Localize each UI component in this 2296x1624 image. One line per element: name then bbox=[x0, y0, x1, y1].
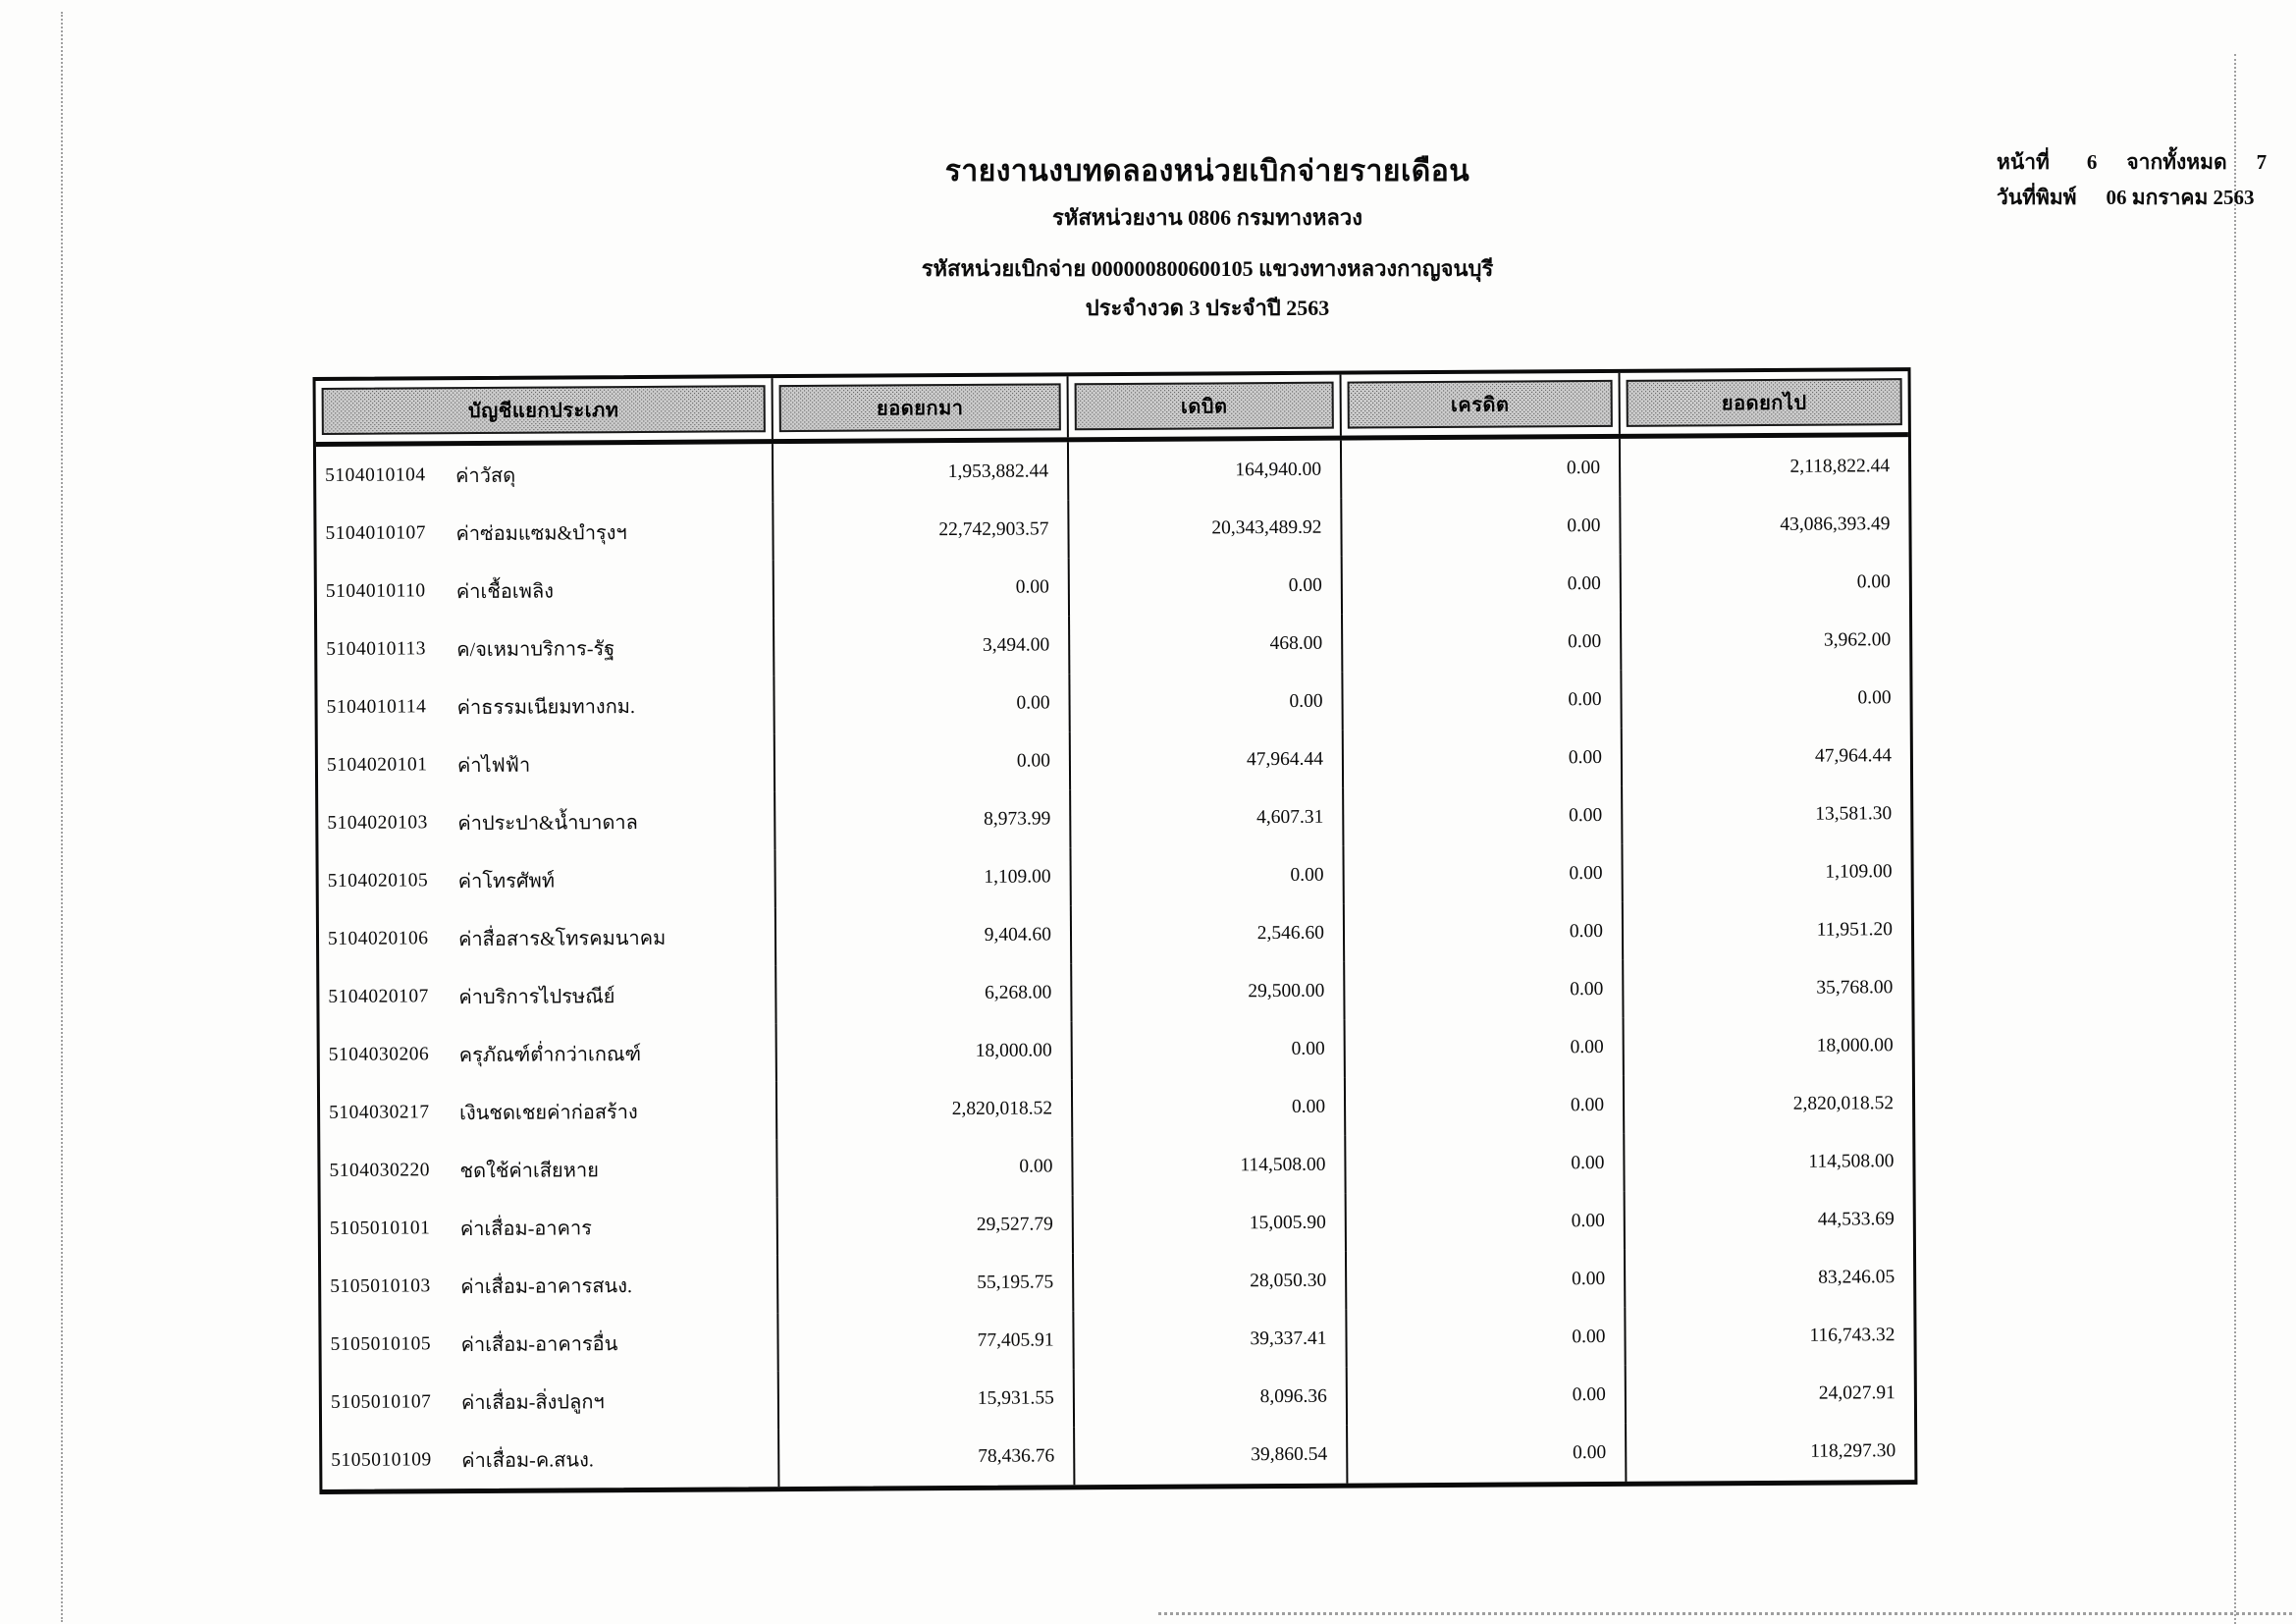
credit-amount: 0.00 bbox=[1343, 671, 1622, 731]
account-code: 5105010101 bbox=[329, 1217, 431, 1239]
credit-amount: 0.00 bbox=[1347, 1308, 1626, 1368]
account-code: 5104020101 bbox=[326, 753, 428, 776]
credit-amount: 0.00 bbox=[1346, 1134, 1625, 1194]
account-cell bbox=[316, 444, 774, 505]
table-row bbox=[317, 553, 1909, 621]
account-code: 5104020106 bbox=[327, 927, 429, 949]
table-row bbox=[321, 1306, 1913, 1374]
bring-forward-amount: 1,109.00 bbox=[775, 847, 1071, 907]
page-label: หน้าที่ bbox=[1997, 150, 2050, 174]
ledger-table bbox=[313, 367, 1918, 1494]
account-cell bbox=[316, 502, 774, 563]
carry-forward-amount: 18,000.00 bbox=[1816, 1034, 1894, 1056]
account-name: ค่าไฟฟ้า bbox=[456, 754, 531, 777]
disbursement-unit-line: รหัสหน่วยเบิกจ่าย 000000800600105 แขวงทางหลวงกาญจนบุรี bbox=[921, 256, 1494, 281]
account-code: 5104010113 bbox=[326, 637, 427, 660]
carry-forward-amount: 2,820,018.52 bbox=[1792, 1092, 1895, 1114]
account-code: 5104010104 bbox=[325, 463, 426, 486]
carry-forward-amount: 3,962.00 bbox=[1823, 628, 1892, 651]
page-number-row bbox=[1997, 147, 2291, 177]
account-cell bbox=[317, 560, 774, 621]
debit-amount: 15,005.90 bbox=[1074, 1194, 1347, 1254]
account-code: 5104020107 bbox=[328, 985, 429, 1007]
account-name: ค่าเชื้อเพลิง bbox=[455, 580, 555, 603]
debit-amount: 39,860.54 bbox=[1075, 1426, 1348, 1486]
account-code: 5104030217 bbox=[329, 1101, 430, 1123]
account-code: 5105010105 bbox=[330, 1332, 432, 1355]
header-cell-bring-forward bbox=[774, 376, 1069, 439]
header-account-label: บัญชีแยกประเภท bbox=[322, 385, 766, 435]
carry-forward-amount: 116,743.32 bbox=[1809, 1324, 1896, 1346]
debit-amount: 0.00 bbox=[1073, 1078, 1346, 1138]
carry-forward-amount: 1,109.00 bbox=[1825, 860, 1893, 883]
account-name: ค/จเหมาบริการ-รัฐ bbox=[456, 637, 615, 661]
debit-amount: 20,343,489.92 bbox=[1069, 499, 1342, 559]
debit-amount: 0.00 bbox=[1073, 1020, 1346, 1080]
credit-amount: 0.00 bbox=[1345, 902, 1624, 962]
bring-forward-amount: 15,931.55 bbox=[779, 1369, 1075, 1429]
carry-forward-amount: 43,086,393.49 bbox=[1780, 513, 1891, 535]
bring-forward-amount: 2,820,018.52 bbox=[777, 1079, 1073, 1139]
account-code: 5104010110 bbox=[325, 579, 426, 602]
credit-amount: 0.00 bbox=[1347, 1250, 1626, 1310]
bring-forward-amount: 78,436.76 bbox=[779, 1427, 1075, 1487]
account-name: ค่าสื่อสาร&โทรคมนาคม bbox=[457, 927, 667, 950]
header-cell-credit bbox=[1342, 373, 1621, 436]
account-cell bbox=[321, 1255, 778, 1316]
account-cell bbox=[317, 618, 774, 678]
debit-amount: 0.00 bbox=[1070, 557, 1343, 617]
table-row bbox=[316, 437, 1908, 505]
header-debit-label: เดบิต bbox=[1075, 382, 1334, 431]
header-cell-account bbox=[316, 378, 774, 442]
account-name: ค่าเสื่อม-อาคารอื่น bbox=[460, 1332, 618, 1356]
bring-forward-amount: 3,494.00 bbox=[774, 616, 1070, 676]
debit-amount: 29,500.00 bbox=[1072, 962, 1345, 1022]
bring-forward-amount: 6,268.00 bbox=[776, 963, 1072, 1023]
carry-forward-amount: 118,297.30 bbox=[1810, 1439, 1896, 1462]
report-title: รายงานงบทดลองหน่วยเบิกจ่ายรายเดือน bbox=[944, 155, 1470, 188]
account-cell bbox=[322, 1429, 779, 1489]
table-row bbox=[320, 1016, 1912, 1084]
account-name: ค่าเสื่อม-สิ่งปลูกฯ bbox=[460, 1390, 605, 1414]
carry-forward-amount: 114,508.00 bbox=[1808, 1150, 1895, 1172]
debit-amount: 0.00 bbox=[1071, 846, 1344, 906]
carry-forward-amount: 35,768.00 bbox=[1816, 976, 1894, 999]
credit-amount: 0.00 bbox=[1346, 1018, 1625, 1078]
account-name: ค่าบริการไปรษณีย์ bbox=[458, 985, 615, 1008]
page-meta bbox=[1997, 147, 2291, 218]
account-cell bbox=[319, 965, 776, 1026]
account-code: 5105010109 bbox=[331, 1448, 432, 1471]
account-cell bbox=[318, 733, 775, 794]
carry-forward-amount: 47,964.44 bbox=[1814, 744, 1892, 767]
bring-forward-amount: 77,405.91 bbox=[778, 1311, 1074, 1371]
account-cell bbox=[317, 676, 774, 736]
account-name: ค่าประปา&น้ำบาดาล bbox=[457, 811, 638, 835]
table-row bbox=[317, 611, 1909, 678]
bring-forward-amount: 0.00 bbox=[774, 558, 1070, 618]
carry-forward-amount: 11,951.20 bbox=[1816, 918, 1894, 941]
carry-forward-amount: 0.00 bbox=[1857, 686, 1892, 708]
carry-forward-amount: 83,246.05 bbox=[1818, 1266, 1896, 1288]
debit-amount: 8,096.36 bbox=[1075, 1368, 1348, 1428]
table-row bbox=[321, 1248, 1913, 1316]
table-row bbox=[319, 958, 1911, 1026]
account-cell bbox=[318, 791, 775, 852]
period-line: ประจำงวด 3 ประจำปี 2563 bbox=[1085, 296, 1330, 320]
account-code: 5105010107 bbox=[330, 1390, 432, 1413]
print-date-row bbox=[1997, 183, 2291, 212]
debit-amount: 468.00 bbox=[1070, 615, 1343, 675]
account-code: 5104020103 bbox=[327, 811, 428, 834]
account-name: ค่าเสื่อม-อาคารสนง. bbox=[460, 1274, 633, 1298]
account-code: 5104030220 bbox=[329, 1159, 431, 1181]
header-bring-forward-label: ยอดยกมา bbox=[779, 383, 1061, 432]
debit-amount: 2,546.60 bbox=[1072, 904, 1345, 964]
debit-amount: 4,607.31 bbox=[1071, 788, 1344, 848]
table-row bbox=[321, 1190, 1913, 1258]
account-name: ครุภัณฑ์ต่ำกว่าเกณฑ์ bbox=[458, 1043, 642, 1066]
credit-amount: 0.00 bbox=[1348, 1366, 1627, 1426]
page-number: 6 bbox=[2086, 150, 2098, 174]
account-cell bbox=[320, 1023, 777, 1084]
account-cell bbox=[318, 849, 775, 910]
bring-forward-amount: 18,000.00 bbox=[777, 1021, 1073, 1081]
carry-forward-amount: 0.00 bbox=[1856, 570, 1891, 592]
account-code: 5104020105 bbox=[327, 869, 429, 892]
table-row bbox=[317, 669, 1909, 736]
account-name: ค่าธรรมเนียมทางกม. bbox=[456, 695, 636, 719]
debit-amount: 114,508.00 bbox=[1073, 1136, 1346, 1196]
account-cell bbox=[320, 1081, 777, 1142]
credit-amount: 0.00 bbox=[1345, 960, 1624, 1020]
bring-forward-amount: 0.00 bbox=[774, 674, 1070, 733]
header-credit-label: เครดิต bbox=[1348, 380, 1613, 429]
account-code: 5104010107 bbox=[325, 521, 427, 544]
header-cell-debit bbox=[1069, 375, 1342, 438]
account-name: ค่าเสื่อม-ค.สนง. bbox=[461, 1448, 594, 1472]
account-name: ค่าวัสดุ bbox=[455, 464, 516, 487]
debit-amount: 47,964.44 bbox=[1071, 731, 1344, 790]
credit-amount: 0.00 bbox=[1343, 613, 1622, 673]
credit-amount: 0.00 bbox=[1342, 497, 1621, 557]
account-name: ค่าโทรศัพท์ bbox=[457, 870, 556, 893]
debit-amount: 164,940.00 bbox=[1069, 441, 1342, 501]
bring-forward-amount: 55,195.75 bbox=[778, 1253, 1074, 1313]
ledger-table-header bbox=[316, 371, 1908, 447]
account-cell bbox=[320, 1139, 777, 1200]
agency-code-line: รหัสหน่วยงาน 0806 กรมทางหลวง bbox=[1052, 205, 1362, 230]
bring-forward-amount: 1,953,882.44 bbox=[774, 442, 1069, 502]
table-row bbox=[318, 842, 1910, 910]
debit-amount: 28,050.30 bbox=[1074, 1252, 1347, 1312]
print-date-label: วันที่พิมพ์ bbox=[1997, 186, 2077, 209]
table-row bbox=[320, 1132, 1912, 1200]
account-name: เงินชดเชยค่าก่อสร้าง bbox=[459, 1101, 638, 1124]
credit-amount: 0.00 bbox=[1344, 786, 1623, 846]
credit-amount: 0.00 bbox=[1348, 1424, 1627, 1484]
credit-amount: 0.00 bbox=[1347, 1192, 1626, 1252]
credit-amount: 0.00 bbox=[1344, 844, 1623, 904]
account-name: ค่าซ่อมแซม&บำรุงฯ bbox=[455, 521, 627, 545]
carry-forward-amount: 13,581.30 bbox=[1815, 802, 1893, 825]
bring-forward-amount: 29,527.79 bbox=[778, 1195, 1074, 1255]
print-date: 06 มกราคม 2563 bbox=[2106, 186, 2255, 209]
header-carry-forward-label: ยอดยกไป bbox=[1627, 378, 1902, 427]
of-total-label: จากทั้งหมด bbox=[2126, 150, 2227, 174]
scan-artifact-left-line bbox=[61, 12, 63, 1622]
account-cell bbox=[321, 1197, 778, 1258]
table-row bbox=[322, 1422, 1914, 1489]
total-pages: 7 bbox=[2256, 150, 2268, 174]
bring-forward-amount: 0.00 bbox=[775, 731, 1071, 791]
credit-amount: 0.00 bbox=[1344, 729, 1623, 788]
credit-amount: 0.00 bbox=[1342, 439, 1621, 499]
carry-forward-amount: 24,027.91 bbox=[1818, 1381, 1896, 1404]
credit-amount: 0.00 bbox=[1343, 555, 1622, 615]
table-row bbox=[322, 1364, 1914, 1432]
account-cell bbox=[319, 907, 776, 968]
table-row bbox=[318, 727, 1910, 794]
credit-amount: 0.00 bbox=[1346, 1076, 1625, 1136]
bring-forward-amount: 8,973.99 bbox=[775, 789, 1071, 849]
debit-amount: 0.00 bbox=[1070, 673, 1343, 732]
account-name: ชดใช้ค่าเสียหาย bbox=[459, 1159, 599, 1182]
account-code: 5104030206 bbox=[328, 1043, 430, 1065]
debit-amount: 39,337.41 bbox=[1074, 1310, 1347, 1370]
table-row bbox=[320, 1074, 1912, 1142]
bring-forward-amount: 9,404.60 bbox=[776, 905, 1072, 965]
account-cell bbox=[322, 1371, 779, 1432]
account-name: ค่าเสื่อม-อาคาร bbox=[459, 1217, 593, 1240]
carry-forward-amount: 44,533.69 bbox=[1817, 1208, 1895, 1230]
report-header bbox=[550, 153, 1865, 322]
account-code: 5105010103 bbox=[330, 1274, 431, 1297]
bring-forward-amount: 0.00 bbox=[777, 1137, 1073, 1197]
account-code: 5104010114 bbox=[326, 695, 427, 718]
account-cell bbox=[321, 1313, 778, 1374]
table-row bbox=[318, 785, 1910, 852]
ledger-table-body bbox=[316, 437, 1914, 1489]
scan-artifact-right-line bbox=[2234, 54, 2236, 1624]
table-row bbox=[316, 495, 1908, 563]
scan-artifact-bottom-line bbox=[1158, 1612, 2292, 1615]
bring-forward-amount: 22,742,903.57 bbox=[774, 500, 1069, 560]
carry-forward-amount: 2,118,822.44 bbox=[1789, 455, 1891, 477]
header-cell-carry-forward bbox=[1621, 371, 1908, 434]
table-row bbox=[319, 900, 1911, 968]
